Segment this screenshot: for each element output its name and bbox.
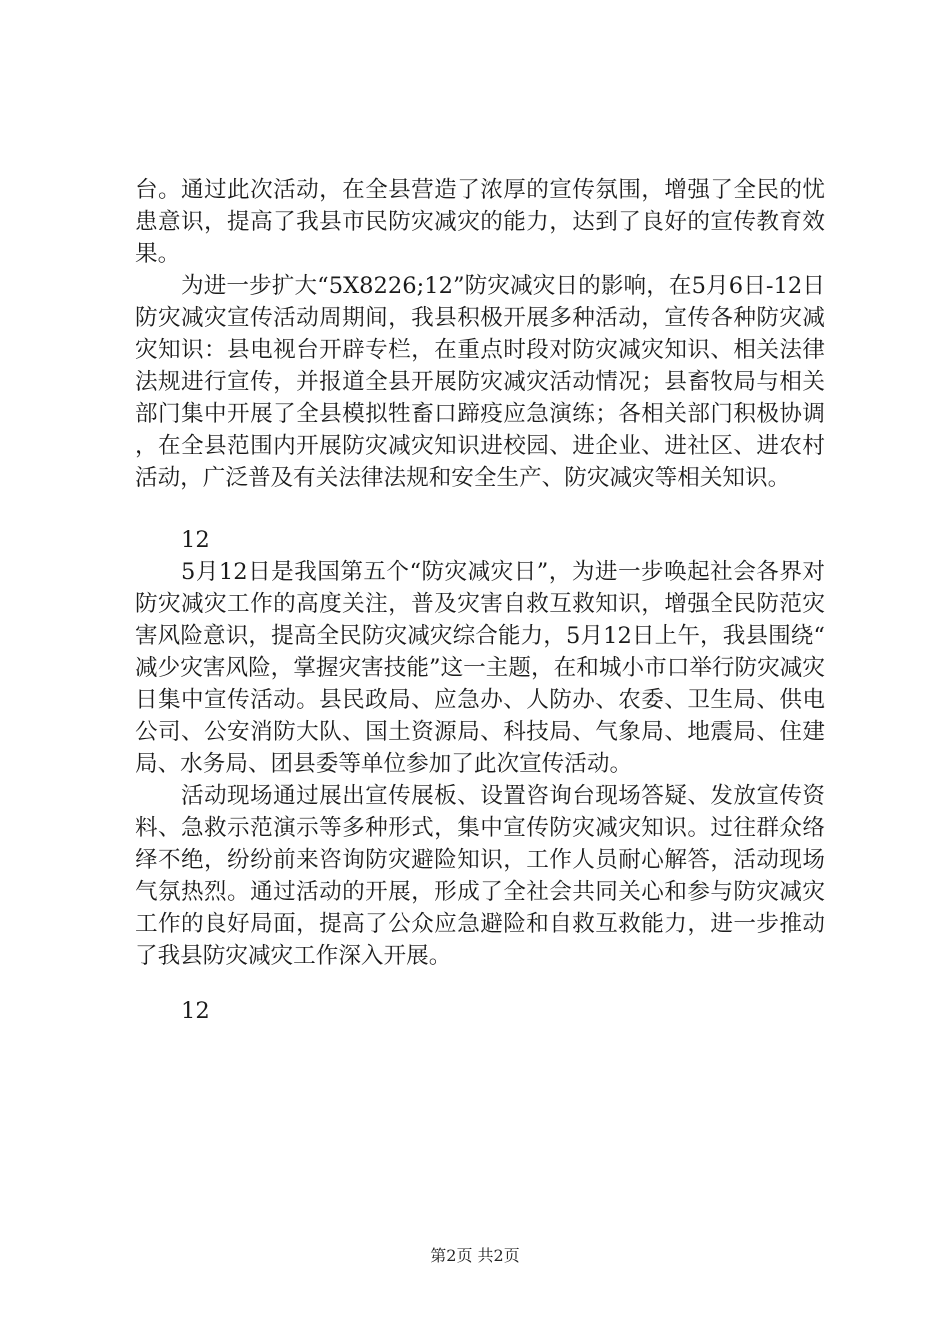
- paragraph-continuation: 台。通过此次活动，在全县营造了浓厚的宣传氛围，增强了全民的忧患意识，提高了我县市民防灾减灾的能力，达到了良好的宣传教育效果。: [135, 177, 825, 267]
- body-text-end: [135, 995, 825, 1027]
- paragraph-activity-site: 活动现场通过展出宣传展板、设置咨询台现场答疑、发放宣传资料、急救示范演示等多种形式，集中宣传防灾减灾知识。过往群众络绎不绝，纷纷前来咨询防灾避险知识，工作人员耐心解答，活动现场气氛热烈。通过活动的开展，形成了全社会共同关心和参与防灾减灾工作的良好局面，提高了公众应急避险和自救互救能力，进一步推动了我县防灾减灾工作深入开展。: [135, 783, 825, 969]
- body-text-middle: [135, 524, 825, 972]
- body-text-top: [135, 174, 825, 494]
- section-number: 12: [181, 527, 210, 553]
- paragraph-activity-week: 为进一步扩大“5X8226;12”防灾减灾日的影响，在5月6日-12日防灾减灾宣传活动周期间，我县积极开展多种活动，宣传各种防灾减灾知识：县电视台开辟专栏，在重点时段对防灾减灾知识、相关法律法规进行宣传，并报道全县开展防灾减灾活动情况；县畜牧局与相关部门集中开展了全县模拟牲畜口蹄疫应急演练；各相关部门积极协调，在全县范围内开展防灾减灾知识进校园、进企业、进社区、进农村活动，广泛普及有关法律法规和安全生产、防灾减灾等相关知识。: [135, 273, 825, 491]
- section-number-end: 12: [181, 998, 210, 1024]
- page-footer: 第2页 共2页: [430, 1246, 520, 1265]
- paragraph-disaster-day: 5月12日是我国第五个“防灾减灾日”，为进一步唤起社会各界对防灾减灾工作的高度关注，普及灾害自救互救知识，增强全民防范灾害风险意识，提高全民防灾减灾综合能力，5月12日上午，我县围绕“减少灾害风险，掌握灾害技能”这一主题，在和城小市口举行防灾减灾日集中宣传活动。县民政局、应急办、人防办、农委、卫生局、供电公司、公安消防大队、国土资源局、科技局、气象局、地震局、住建局、水务局、团县委等单位参加了此次宣传活动。: [135, 559, 825, 777]
